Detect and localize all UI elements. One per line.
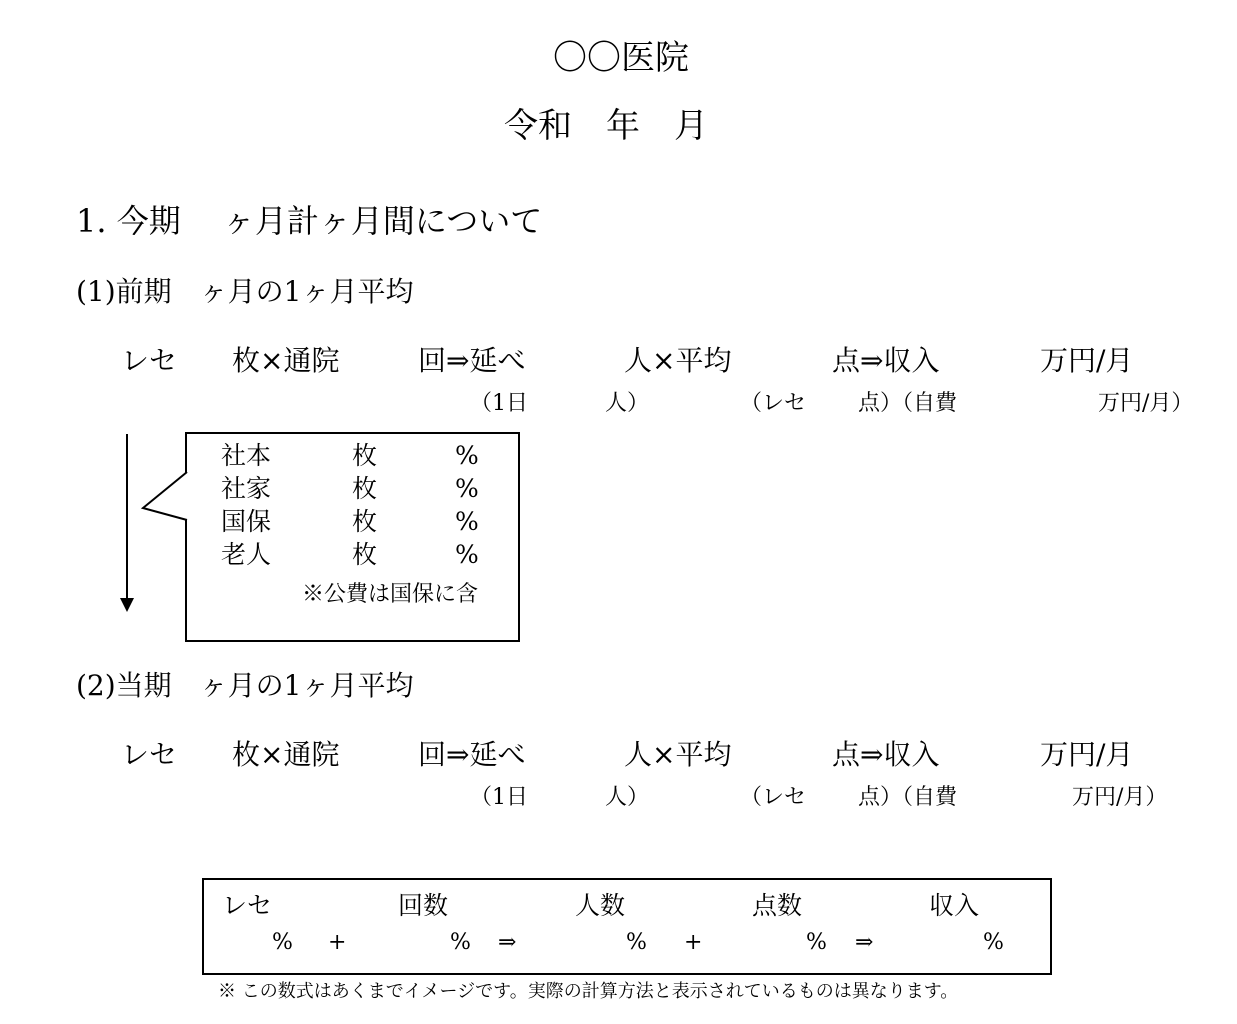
formula-header-shunyu: 収入 [929,891,980,920]
formula-header-kaisu: 回数 [398,891,449,920]
prev-ten-shunyu: 点⇒収入 [832,344,940,377]
formula-pct-5: % [983,930,1004,955]
clinic-name: 〇〇医院 [553,38,689,78]
callout-note: ※公費は国保に含 [302,582,479,607]
callout-pct-shaka: % [455,474,479,503]
era-date: 令和 年 月 [504,106,708,146]
curr-ten-shunyu: 点⇒収入 [832,738,940,771]
down-arrow-icon [116,432,138,614]
callout-pct-shahon: % [455,441,479,470]
curr-sub-1nichi: （1日 [470,785,528,810]
formula-header-ninzu: 人数 [575,891,626,920]
formula-box [202,878,1052,975]
callout-label-rojin: 老人 [221,540,272,569]
prev-rece: レセ [121,344,178,377]
curr-sub-rece: （レセ [740,785,807,810]
callout-unit-rojin: 枚 [352,540,378,569]
callout-label-shaka: 社家 [221,474,272,503]
prev-sub-rece: （レセ [740,391,807,416]
callout-pct-rojin: % [455,540,479,569]
formula-pct-4: % [806,930,827,955]
curr-sub-man-yen: 万円/月） [1072,785,1168,810]
callout-unit-kokuho: 枚 [352,507,378,536]
curr-rece: レセ [121,738,178,771]
prev-sub-hito: 人） [605,391,650,416]
prev-mai-tsuin: 枚×通院 [232,344,340,377]
prev-kai-nobe: 回⇒延べ [418,344,526,377]
curr-sub-hito: 人） [605,785,650,810]
callout-label-kokuho: 国保 [221,507,272,536]
formula-plus-2: + [684,930,703,955]
prev-heading: (1)前期 ヶ月の1ヶ月平均 [76,275,414,308]
callout-unit-shaka: 枚 [352,474,378,503]
formula-pct-1: % [272,930,293,955]
curr-hito-heikin: 人×平均 [624,738,732,771]
formula-pct-3: % [626,930,647,955]
callout-unit-shahon: 枚 [352,441,378,470]
formula-pct-2: % [450,930,471,955]
prev-sub-jihi: 点）（自費 [858,391,958,416]
formula-header-tensu: 点数 [752,891,803,920]
formula-arrow-1: ⇒ [498,930,517,955]
curr-sub-jihi: 点）（自費 [858,785,958,810]
callout-label-shahon: 社本 [221,441,272,470]
curr-kai-nobe: 回⇒延べ [418,738,526,771]
callout-pct-kokuho: % [455,507,479,536]
prev-man-yen: 万円/月 [1040,344,1134,377]
curr-heading: (2)当期 ヶ月の1ヶ月平均 [76,669,414,702]
formula-plus-1: + [328,930,347,955]
curr-man-yen: 万円/月 [1040,738,1134,771]
curr-mai-tsuin: 枚×通院 [232,738,340,771]
prev-sub-1nichi: （1日 [470,391,528,416]
formula-arrow-2: ⇒ [855,930,874,955]
callout-pointer [140,470,190,530]
section-title: 1. 今期 ヶ月計ヶ月間について [76,202,543,240]
prev-hito-heikin: 人×平均 [624,344,732,377]
prev-sub-man-yen: 万円/月） [1098,391,1194,416]
formula-header-rece: レセ [222,891,273,920]
footnote: ※ この数式はあくまでイメージです。実際の計算方法と表示されているものは異なります。 [218,981,959,1002]
